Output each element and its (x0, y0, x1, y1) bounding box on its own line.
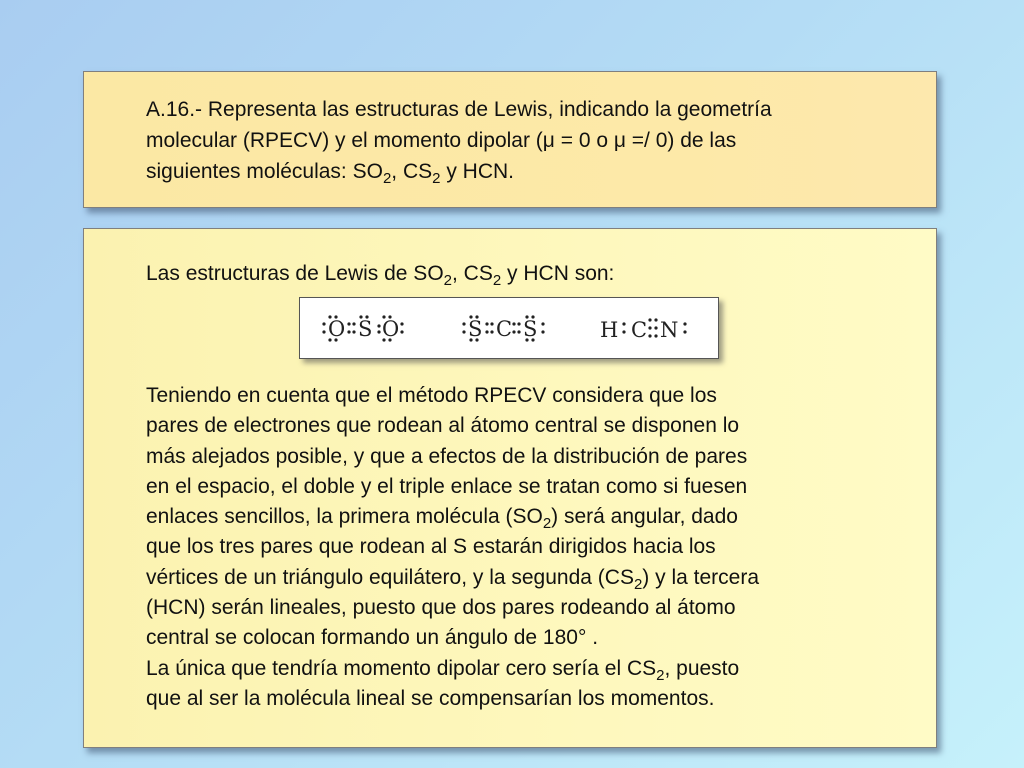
question-text-segment: , CS (391, 160, 433, 183)
intro-line (146, 259, 926, 289)
lewis-atom: O (382, 317, 400, 341)
question-text-segment: y HCN. (440, 160, 514, 183)
explanation-line: que al ser la molécula lineal se compensarían los momentos. (146, 686, 715, 710)
lewis-atom: S (468, 317, 483, 341)
explanation-line: más alejados posible, y que a efectos de la distribución de pares (146, 444, 748, 468)
explanation-segment: ) será angular, dado (551, 505, 738, 529)
subscript: 2 (492, 272, 502, 289)
explanation-line: (HCN) serán lineales, puesto que dos pares rodeando al átomo (146, 596, 736, 620)
subscript: 2 (542, 515, 552, 533)
explanation-line: que los tres pares que rodean al S estarán dirigidos hacia los (146, 535, 716, 559)
explanation-segment: ) y la tercera (642, 565, 759, 589)
subscript: 2 (432, 170, 441, 187)
explanation-segment: vértices de un triángulo equilátero, y la segunda (CS (146, 565, 634, 589)
question-line (146, 156, 926, 187)
intro-segment: , CS (452, 262, 493, 285)
lewis-hcn (600, 318, 687, 342)
explanation-segment: enlaces sencillos, la primera molécula (SO (146, 505, 543, 529)
subscript: 2 (656, 666, 665, 684)
question-text (146, 94, 926, 187)
question-box (83, 71, 937, 208)
answer-box (83, 228, 937, 748)
lewis-atom: C (631, 318, 648, 342)
explanation-line: Teniendo en cuenta que el método RPECV considera que los (146, 384, 717, 407)
subscript: 2 (382, 170, 392, 187)
lewis-atom: N (660, 318, 679, 342)
explanation-line (146, 502, 926, 532)
explanation-line: pares de electrones que rodean al átomo central se disponen lo (146, 414, 740, 438)
lewis-atom: S (358, 317, 373, 341)
intro-segment: y HCN son: (501, 262, 615, 285)
lewis-structures-image (299, 297, 719, 359)
explanation-segment: La única que tendría momento dipolar cero sería el CS (146, 656, 657, 680)
question-line: A.16.- Representa las estructuras de Lewis, indicando la geometría (146, 98, 772, 121)
subscript: 2 (443, 272, 452, 289)
subscript: 2 (633, 575, 643, 593)
question-text-segment: siguientes moléculas: SO (146, 160, 383, 183)
explanation-line: central se colocan formando un ángulo de 180° . (146, 626, 599, 650)
explanation-text (146, 381, 926, 714)
lewis-atom: O (328, 317, 346, 341)
question-line: molecular (RPECV) y el momento dipolar (μ = 0 o μ =/ 0) de las (146, 129, 737, 152)
explanation-line (146, 654, 926, 684)
lewis-structures-drawing (300, 298, 718, 358)
explanation-line: en el espacio, el doble y el triple enlace se tratan como si fuesen (146, 474, 748, 498)
lewis-so2 (322, 315, 403, 341)
lewis-atom: S (523, 317, 538, 341)
lewis-cs2 (462, 315, 544, 341)
intro-segment: Las estructuras de Lewis de SO (146, 262, 444, 285)
lewis-atom: C (496, 317, 513, 341)
explanation-line (146, 563, 926, 593)
lewis-atom: H (600, 318, 619, 342)
explanation-segment: , puesto (664, 656, 740, 680)
